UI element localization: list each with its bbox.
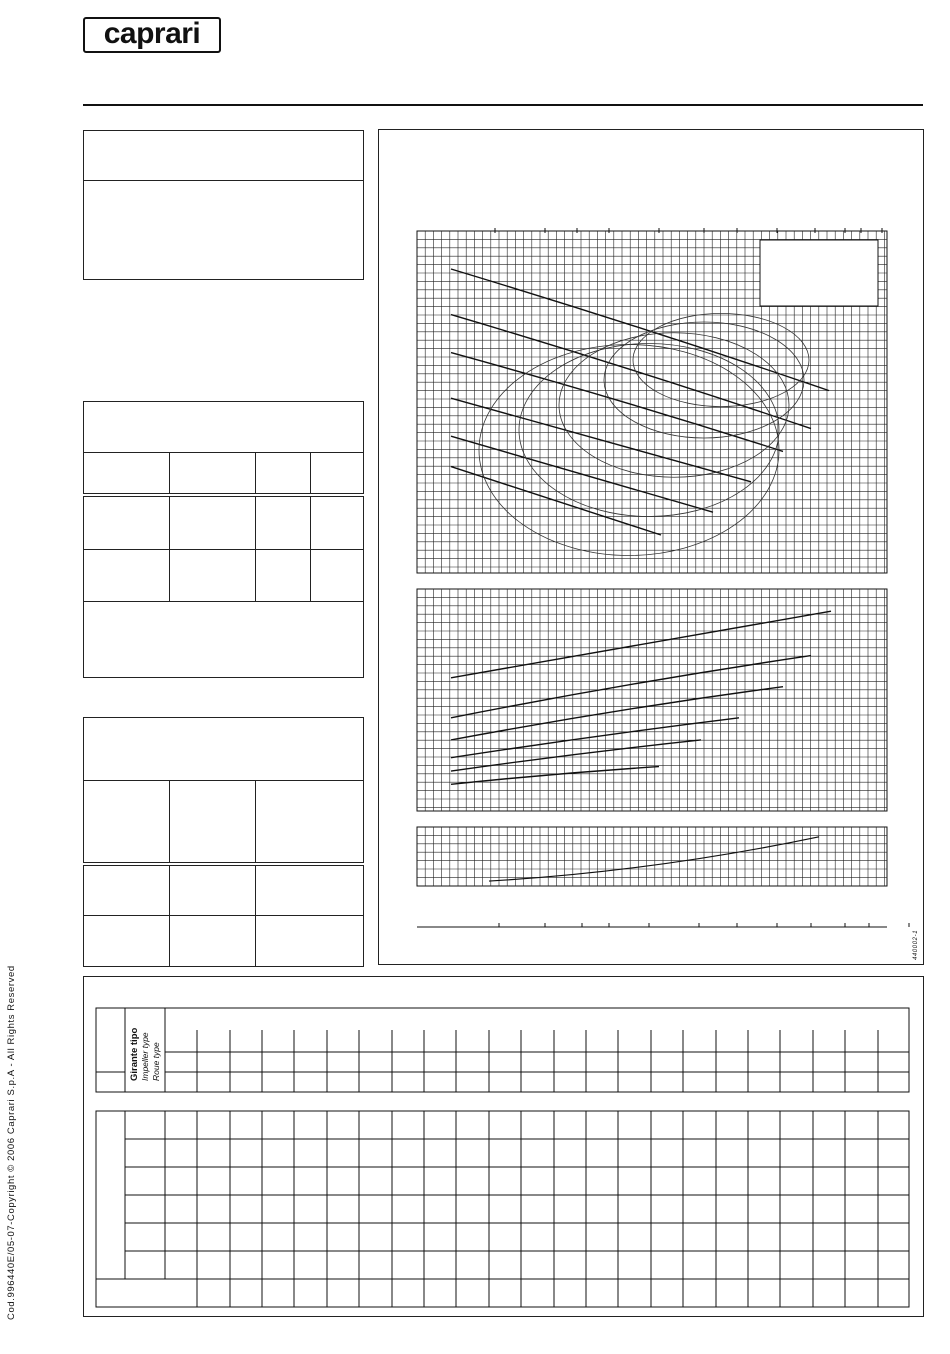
performance-curves bbox=[379, 130, 923, 964]
divider bbox=[84, 549, 363, 550]
divider bbox=[84, 780, 363, 781]
copyright-text: Cod.996440E/05-07-Copyright © 2006 Caprari S.p.A - All Rights Reserved bbox=[6, 965, 17, 1320]
data-table-box bbox=[83, 976, 924, 1317]
spec-box-header bbox=[83, 401, 364, 494]
divider bbox=[255, 866, 256, 966]
divider bbox=[255, 780, 256, 862]
impeller-label-en: Impeller type bbox=[140, 1032, 150, 1081]
divider bbox=[169, 452, 170, 493]
motor-box-header bbox=[83, 717, 364, 863]
caprari-logo: caprari bbox=[83, 17, 221, 53]
drawing-code: 440002-1 bbox=[913, 929, 919, 960]
impeller-label-fr: Roue type bbox=[151, 1042, 161, 1081]
performance-chart-panel bbox=[378, 129, 924, 965]
legend-box bbox=[760, 240, 878, 306]
divider bbox=[84, 452, 363, 453]
divider bbox=[169, 497, 170, 601]
divider bbox=[84, 601, 363, 602]
impeller-label-it: Girante tipo bbox=[129, 1027, 140, 1081]
divider bbox=[255, 452, 256, 493]
divider bbox=[169, 780, 170, 862]
divider bbox=[255, 497, 256, 601]
power-chart-frame bbox=[417, 589, 887, 811]
divider bbox=[310, 497, 311, 601]
impeller-table-frame bbox=[96, 1008, 909, 1092]
motor-box-body bbox=[83, 865, 364, 967]
performance-table-frame bbox=[96, 1111, 909, 1307]
divider bbox=[310, 452, 311, 493]
divider bbox=[169, 866, 170, 966]
divider bbox=[84, 180, 363, 181]
spec-box-body bbox=[83, 496, 364, 678]
data-tables-grid bbox=[84, 977, 923, 1316]
divider bbox=[84, 915, 363, 916]
header-rule bbox=[83, 104, 923, 106]
model-box bbox=[83, 130, 364, 280]
impeller-type-label bbox=[129, 1028, 162, 1081]
